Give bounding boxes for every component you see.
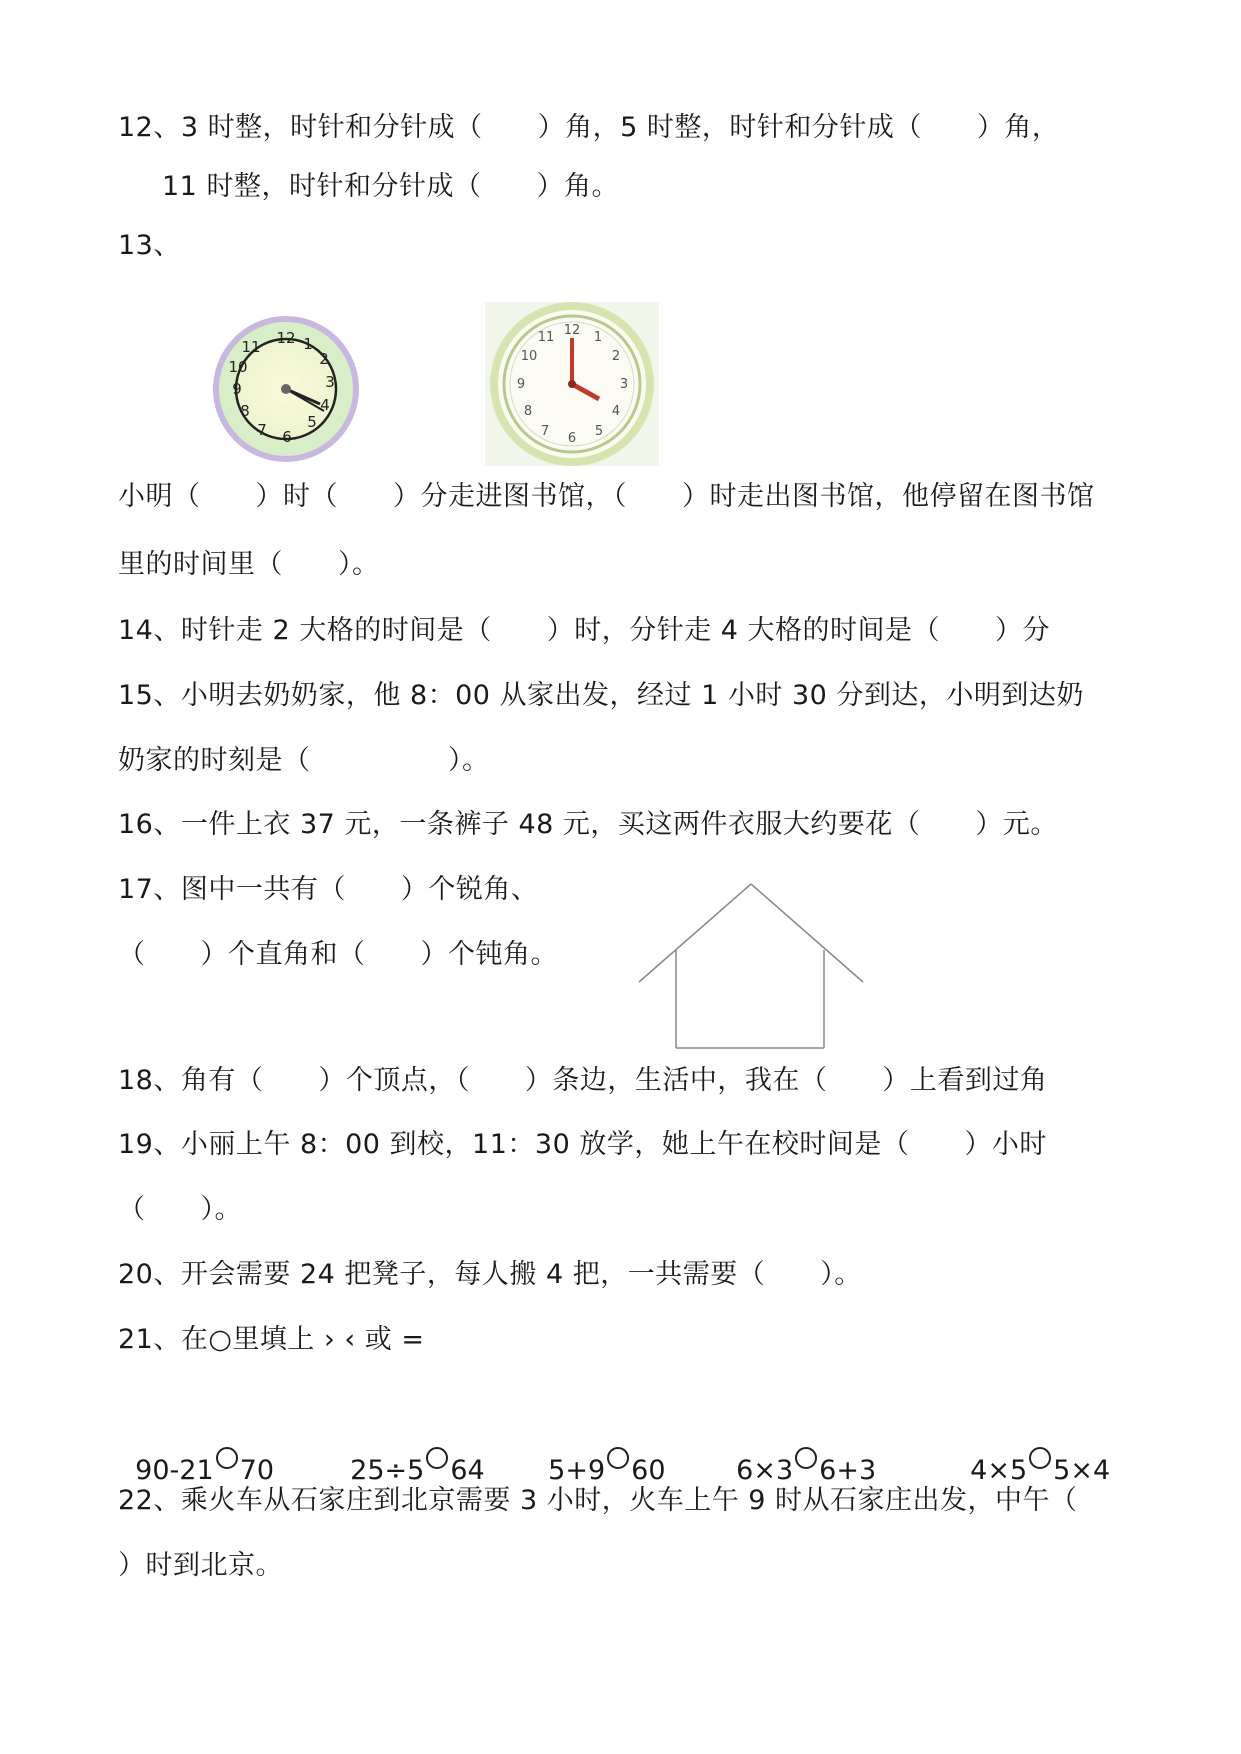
svg-text:12: 12	[563, 323, 581, 338]
svg-text:10: 10	[520, 349, 538, 364]
comparison-left: 6×3	[736, 1455, 794, 1486]
comparison-item	[953, 1407, 1110, 1491]
question-22-line-1: 22、乘火车从石家庄到北京需要 3 小时，火车上午 9 时从石家庄出发，中午（	[118, 1485, 1078, 1516]
svg-text:6: 6	[282, 428, 292, 446]
svg-text:3: 3	[325, 373, 335, 391]
question-13-line-2: 里的时间里（ ）。	[118, 549, 380, 580]
svg-text:7: 7	[540, 424, 550, 439]
svg-text:10: 10	[228, 358, 248, 376]
compare-circle-icon[interactable]	[795, 1447, 817, 1469]
question-12-line-1: 12、3 时整，时针和分针成（ ）角，5 时整，时针和分针成（ ）角，	[118, 112, 1060, 143]
comparison-item	[531, 1407, 666, 1491]
compare-circle-icon[interactable]	[1029, 1447, 1051, 1469]
question-19-line-1: 19、小丽上午 8：00 到校，11：30 放学，她上午在校时间是（ ）小时	[118, 1129, 1047, 1160]
svg-text:9: 9	[232, 380, 242, 398]
svg-text:1: 1	[593, 330, 603, 345]
question-18: 18、角有（ ）个顶点，（ ）条边，生活中，我在（ ）上看到过角	[118, 1065, 1048, 1096]
compare-circle-icon[interactable]	[607, 1447, 629, 1469]
compare-circle-icon[interactable]	[426, 1447, 448, 1469]
svg-text:9: 9	[516, 377, 526, 392]
question-16: 16、一件上衣 37 元，一条裤子 48 元，买这两件衣服大约要花（ ）元。	[118, 809, 1058, 840]
question-13-number: 13、	[118, 230, 181, 261]
svg-text:8: 8	[240, 402, 250, 420]
svg-text:3: 3	[619, 377, 629, 392]
question-20: 20、开会需要 24 把凳子，每人搬 4 把，一共需要（ ）。	[118, 1259, 862, 1290]
comparison-right: 70	[239, 1455, 274, 1486]
clock-exit-image	[485, 302, 659, 466]
question-15-line-2: 奶家的时刻是（ ）。	[118, 745, 490, 776]
clock-entry-image	[212, 316, 360, 466]
question-13-line-1: 小明（ ）时（ ）分走进图书馆，（ ）时走出图书馆，他停留在图书馆	[118, 481, 1095, 512]
house-angle-figure	[638, 882, 868, 1052]
svg-text:11: 11	[537, 330, 555, 345]
compare-circle-icon[interactable]	[216, 1447, 238, 1469]
comparison-right: 60	[631, 1455, 666, 1486]
question-19-line-2: （ ）。	[118, 1194, 242, 1225]
comparison-item	[118, 1407, 274, 1491]
question-17-line-1: 17、图中一共有（ ）个锐角、	[118, 874, 539, 905]
comparison-item	[719, 1407, 876, 1491]
svg-text:12: 12	[276, 329, 296, 347]
svg-text:4: 4	[611, 404, 621, 419]
svg-text:2: 2	[319, 350, 329, 368]
comparison-left: 25÷5	[350, 1455, 425, 1486]
question-12-line-2: 11 时整，时针和分针成（ ）角。	[162, 171, 619, 202]
svg-text:2: 2	[611, 349, 621, 364]
question-21: 21、在○里填上 › ‹ 或 =	[118, 1324, 425, 1355]
svg-text:6: 6	[567, 431, 577, 446]
question-15-line-1: 15、小明去奶奶家，他 8：00 从家出发，经过 1 小时 30 分到达，小明到达奶	[118, 680, 1084, 711]
svg-text:4: 4	[320, 396, 330, 414]
comparison-left: 90-21	[135, 1455, 214, 1486]
svg-text:5: 5	[307, 413, 317, 431]
comparison-right: 5×4	[1053, 1455, 1111, 1486]
svg-text:7: 7	[257, 421, 267, 439]
comparison-left: 5+9	[548, 1455, 606, 1486]
question-17-line-2: （ ）个直角和（ ）个钝角。	[118, 939, 558, 970]
comparison-item	[333, 1407, 485, 1491]
svg-text:8: 8	[523, 404, 533, 419]
svg-text:11: 11	[241, 338, 261, 356]
comparison-right: 64	[450, 1455, 485, 1486]
question-22-line-2: ）时到北京。	[118, 1550, 283, 1581]
svg-text:5: 5	[594, 424, 604, 439]
svg-text:1: 1	[303, 335, 313, 353]
comparison-left: 4×5	[970, 1455, 1028, 1486]
question-14: 14、时针走 2 大格的时间是（ ）时，分针走 4 大格的时间是（ ）分	[118, 615, 1051, 646]
comparison-right: 6+3	[819, 1455, 877, 1486]
